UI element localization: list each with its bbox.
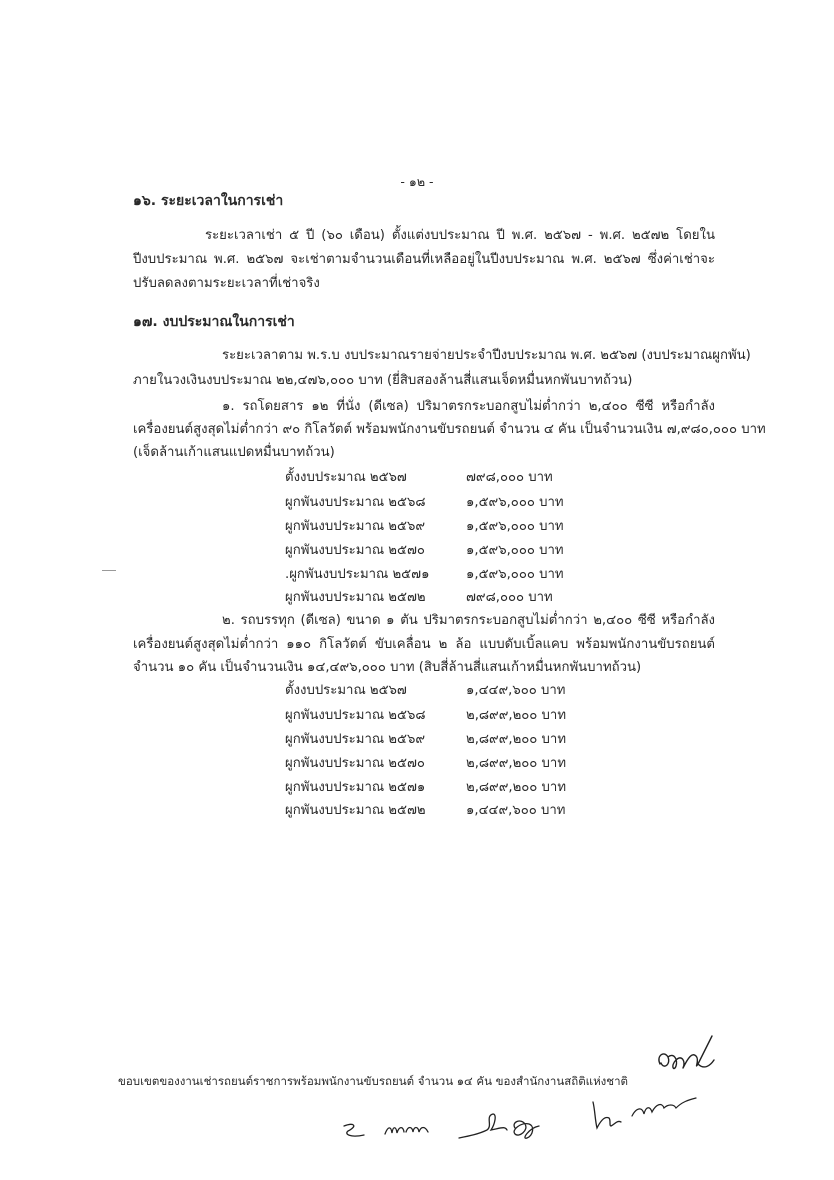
section-17-intro-line-1: ระยะเวลาตาม พ.ร.บ งบประมาณรายจ่ายประจำปีงบประมาณ พ.ศ. ๒๕๖๗ (งบประมาณผูกพัน): [222, 348, 751, 363]
budget-row-amount: ๗๙๘,๐๐๐ บาท: [466, 470, 553, 485]
budget-row-label: ผูกพันงบประมาณ ๒๕๗๐: [285, 756, 425, 771]
footer-text: ขอบเขตของงานเช่ารถยนต์ราชการพร้อมพนักงานขับรถยนต์ จำนวน ๑๔ คัน ของสำนักงานสถิติแห่งชาติ: [118, 1074, 628, 1088]
item-2-line-3: จำนวน ๑๐ คัน เป็นจำนวนเงิน ๑๔,๔๙๖,๐๐๐ บาท (สิบสี่ล้านสี่แสนเก้าหมื่นหกพันบาทถ้วน): [133, 660, 642, 675]
budget-row-label: ผูกพันงบประมาณ ๒๕๗๒: [285, 803, 426, 818]
budget-row-amount: ๑,๕๙๖,๐๐๐ บาท: [466, 567, 564, 582]
signature-3: [382, 1118, 432, 1142]
budget-row-amount: ๑,๔๔๙,๖๐๐ บาท: [466, 803, 566, 818]
budget-row-amount: ๗๙๘,๐๐๐ บาท: [466, 590, 553, 605]
budget-row-amount: ๒,๘๙๙,๒๐๐ บาท: [466, 708, 567, 723]
item-1-budget-row: [285, 563, 564, 584]
item-1-line-1: ๑. รถโดยสาร ๑๒ ที่นั่ง (ดีเซล) ปริมาตรกระบอกสูบไม่ต่ำกว่า ๒,๔๐๐ ซีซี หรือกำลัง: [222, 399, 715, 414]
item-2-budget-row: [285, 679, 566, 700]
section-16-heading: ๑๖. ระยะเวลาในการเช่า: [133, 193, 284, 209]
signature-1: [652, 1030, 722, 1078]
section-17-intro-line-2: ภายในวงเงินงบประมาณ ๒๒,๔๗๖,๐๐๐ บาท (ยี่สิบสองล้านสี่แสนเจ็ดหมื่นหกพันบาทถ้วน): [133, 373, 633, 388]
margin-mark: [102, 570, 116, 571]
item-2-line-2: เครื่องยนต์สูงสุดไม่ต่ำกว่า ๑๑๐ กิโลวัตต์ ขับเคลื่อน ๒ ล้อ แบบดับเบิ้ลแคบ พร้อมพนักงานขับรถยนต์: [133, 637, 715, 652]
item-2-budget-row: [285, 728, 567, 749]
section-17-heading: ๑๗. งบประมาณในการเช่า: [133, 314, 295, 330]
budget-row-label: ผูกพันงบประมาณ ๒๕๗๒: [285, 590, 426, 605]
item-1-budget-row: [285, 491, 564, 512]
budget-row-amount: ๑,๕๙๖,๐๐๐ บาท: [466, 519, 564, 534]
item-2-budget-row: [285, 752, 567, 773]
budget-row-label: ตั้งงบประมาณ ๒๕๖๗: [285, 683, 407, 698]
budget-row-amount: ๒,๘๙๙,๒๐๐ บาท: [466, 756, 567, 771]
budget-row-amount: ๑,๕๙๖,๐๐๐ บาท: [466, 543, 564, 558]
item-1-budget-row: [285, 466, 553, 487]
budget-row-amount: ๑,๔๔๙,๖๐๐ บาท: [466, 683, 566, 698]
budget-row-label: .ผูกพันงบประมาณ ๒๕๗๑: [285, 567, 430, 582]
budget-row-label: ผูกพันงบประมาณ ๒๕๗๑: [285, 780, 426, 795]
budget-row-amount: ๒,๘๙๙,๒๐๐ บาท: [466, 780, 567, 795]
budget-row-label: ผูกพันงบประมาณ ๒๕๖๘: [285, 495, 426, 510]
budget-row-label: ผูกพันงบประมาณ ๒๕๖๘: [285, 708, 426, 723]
item-2-budget-row: [285, 704, 567, 725]
budget-row-label: ตั้งงบประมาณ ๒๕๖๗: [285, 470, 407, 485]
budget-row-amount: ๒,๘๙๙,๒๐๐ บาท: [466, 732, 567, 747]
item-1-budget-row: [285, 515, 564, 536]
item-2-budget-row: [285, 799, 566, 820]
item-2-budget-row: [285, 776, 567, 797]
budget-row-label: ผูกพันงบประมาณ ๒๕๖๙: [285, 732, 425, 747]
signature-6: [628, 1094, 700, 1124]
item-2-line-1: ๒. รถบรรทุก (ดีเซล) ขนาด ๑ ตัน ปริมาตรกระบอกสูบไม่ต่ำกว่า ๒,๔๐๐ ซีซี หรือกำลัง: [222, 613, 715, 628]
budget-row-amount: ๑,๕๙๖,๐๐๐ บาท: [466, 495, 564, 510]
item-1-line-2: เครื่องยนต์สูงสุดไม่ต่ำกว่า ๙๐ กิโลวัตต์ พร้อมพนักงานขับรถยนต์ จำนวน ๔ คัน เป็นจำนวนเงิน ๗,๙๘๐,๐๐๐ บาท: [133, 422, 766, 437]
page-number: - ๑๒ -: [400, 174, 434, 189]
budget-row-label: ผูกพันงบประมาณ ๒๕๗๐: [285, 543, 425, 558]
signature-2: [340, 1120, 370, 1142]
item-1-budget-row: [285, 586, 553, 607]
budget-row-label: ผูกพันงบประมาณ ๒๕๖๙: [285, 519, 425, 534]
signature-5: [585, 1098, 625, 1132]
signature-4: [455, 1108, 565, 1146]
item-1-line-3: (เจ็ดล้านเก้าแสนแปดหมื่นบาทถ้วน): [133, 445, 335, 460]
item-1-budget-row: [285, 539, 564, 560]
section-16-paragraph: ระยะเวลาเช่า ๕ ปี (๖๐ เดือน) ตั้งแต่งบประมาณ ปี พ.ศ. ๒๕๖๗ - พ.ศ. ๒๕๗๒ โดยในปีงบประมาณ พ.ศ. ๒๕๖๗ จะเช่าตามจำนวนเดือนที่เหลืออยู่ในปีงบประมาณ พ.ศ. ๒๕๖๗ ซึ่งค่าเช่าจะปรับลดลงตามระยะเวลาที่เช่าจริง: [133, 228, 715, 291]
